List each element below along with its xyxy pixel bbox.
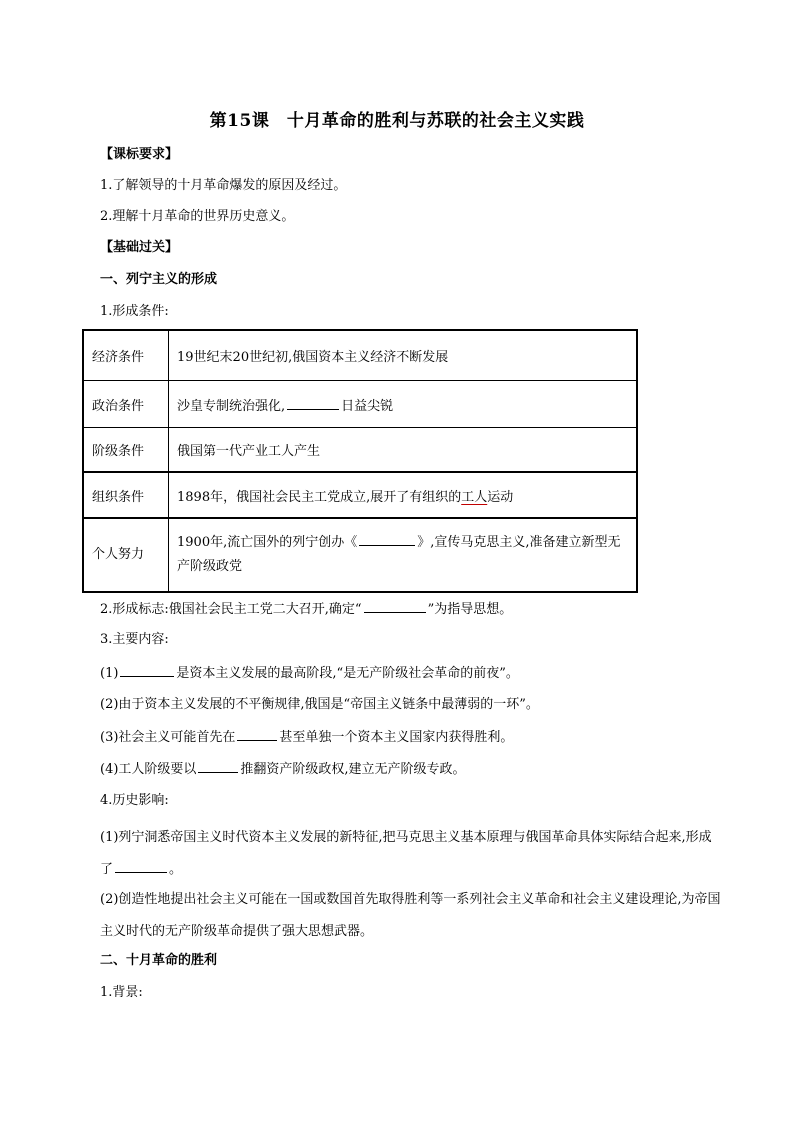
historical-impact-label: 4.历史影响:	[100, 793, 169, 808]
text-segment: ”为指导思想。	[427, 602, 513, 617]
table-row	[83, 472, 637, 518]
content-item-1	[100, 662, 724, 685]
text-segment: 1900年,流亡国外的列宁创办《	[177, 535, 358, 550]
table-value	[169, 381, 638, 428]
section-kebiao-heading: 【课标要求】	[100, 147, 179, 162]
table-value: 19世纪末20世纪初,俄国资本主义经济不断发展	[169, 330, 638, 381]
text-segment: 1898年，俄国社会民主工党成立,展开了有组织的	[177, 489, 462, 505]
page-title: 第15课 十月革命的胜利与苏联的社会主义实践	[209, 111, 585, 131]
text-segment: 甚至单独一个资本主义国家内获得胜利。	[279, 730, 514, 745]
text-segment: 。	[169, 862, 183, 877]
heading-leninism-formation: 一、列宁主义的形成	[100, 272, 218, 287]
table-key: 经济条件	[83, 330, 169, 381]
kebiao-item-1: 1.了解领导的十月革命爆发的原因及经过。	[100, 178, 347, 193]
table-row	[83, 330, 637, 381]
fill-blank[interactable]	[237, 726, 277, 741]
content-item-3	[100, 726, 724, 749]
text-segment: 沙皇专制统治强化,	[177, 398, 286, 414]
table-key: 个人努力	[83, 518, 169, 592]
text-segment: 运动	[487, 489, 514, 505]
formation-conditions-label: 1.形成条件:	[100, 304, 169, 319]
table-row	[83, 518, 637, 592]
section-jichu-heading: 【基础过关】	[100, 240, 179, 255]
impact-item-2: (2)创造性地提出社会主义可能在一国或数国首先取得胜利等一系列社会主义革命和社会主义建设理论,为帝国主义时代的无产阶级革命提供了强大思想武器。	[100, 892, 721, 939]
table-row	[83, 428, 637, 473]
formation-mark	[100, 598, 724, 621]
table-row	[83, 381, 637, 428]
content-item-2: (2)由于资本主义发展的不平衡规律,俄国是“帝国主义链条中最薄弱的一环”。	[100, 697, 539, 712]
text-segment: 推翻资产阶级政权,建立无产阶级专政。	[240, 762, 466, 777]
table-value	[169, 472, 638, 518]
content-item-4	[100, 758, 724, 781]
table-key: 阶级条件	[83, 428, 169, 473]
fill-blank[interactable]	[359, 531, 415, 546]
fill-blank[interactable]	[364, 598, 426, 613]
text-segment: (4)工人阶级要以	[100, 762, 197, 777]
text-segment: 日益尖锐	[341, 398, 394, 414]
main-content-label: 3.主要内容:	[100, 632, 169, 647]
table-key: 政治条件	[83, 381, 169, 428]
text-segment: (1)列宁洞悉帝国主义时代资本主义发展的新特征,把马克思主义基本原理与俄国革命具体实际结合起来,形成了	[100, 830, 712, 877]
fill-blank[interactable]	[115, 858, 167, 873]
text-segment: 》,宣传马克思主义,准备建立新型无产阶级政党	[177, 535, 621, 574]
text-segment: 2.形成标志:俄国社会民主工党二大召开,确定“	[100, 602, 362, 617]
text-segment: (3)社会主义可能首先在	[100, 730, 236, 745]
underlined-text: 工人	[461, 489, 488, 505]
table-value: 俄国第一代产业工人产生	[169, 428, 638, 473]
heading-october-revolution-victory: 二、十月革命的胜利	[100, 953, 218, 968]
background-label: 1.背景:	[100, 985, 143, 1000]
table-value	[169, 518, 638, 592]
fill-blank[interactable]	[120, 662, 174, 677]
text-segment: 是资本主义发展的最高阶段,“是无产阶级社会革命的前夜”。	[176, 666, 519, 681]
table-key: 组织条件	[83, 472, 169, 518]
conditions-table	[82, 329, 638, 593]
fill-blank[interactable]	[287, 395, 339, 410]
impact-item-1	[100, 822, 724, 886]
text-segment: (1)	[100, 666, 119, 681]
kebiao-item-2: 2.理解十月革命的世界历史意义。	[100, 209, 295, 224]
fill-blank[interactable]	[198, 758, 238, 773]
